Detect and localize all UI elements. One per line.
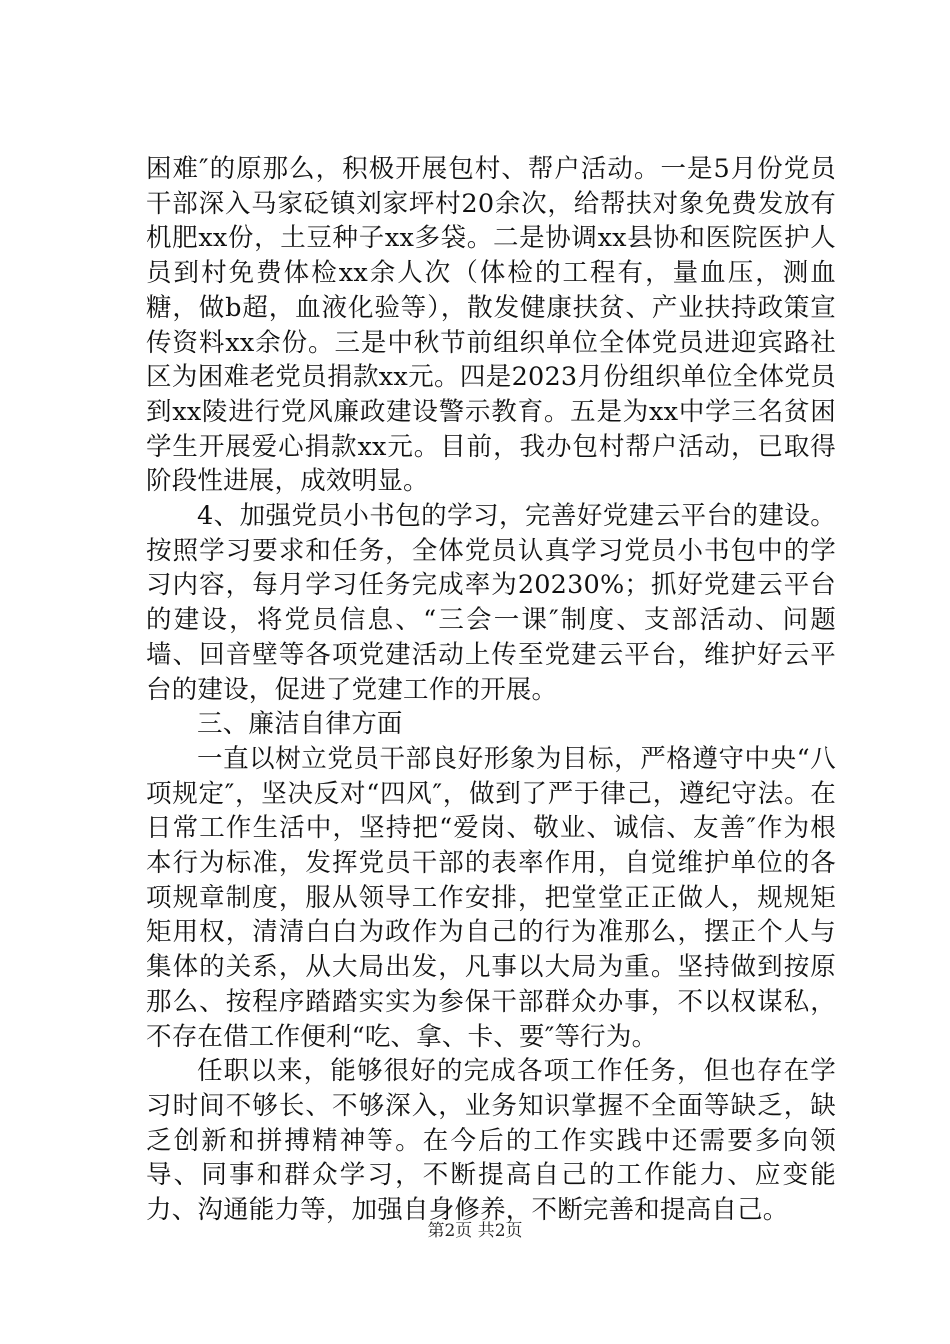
document-body <box>146 152 836 1228</box>
page-number-footer: 第2页 共2页 <box>427 1221 523 1241</box>
paragraph-summary: 任职以来，能够很好的完成各项工作任务，但也存在学习时间不够长、不够深入，业务知识掌握不全面等缺乏，缺乏创新和拼搏精神等。在今后的工作实践中还需要多向领导、同事和群众学习，不断提高自己的工作能力、应变能力、沟通能力等，加强自身修养，不断完善和提高自己。 <box>146 1056 836 1226</box>
paragraph-self-discipline: 一直以树立党员干部良好形象为目标，严格遵守中央“八项规定″，坚决反对“四风″，做到了严于律己，遵纪守法。在日常工作生活中，坚持把“爱岗、敬业、诚信、友善″作为根本行为标准，发挥党员干部的表率作用，自觉维护单位的各项规章制度，服从领导工作安排，把堂堂正正做人，规规矩矩用权，清清白白为政作为自己的行为准那么，摆正个人与集体的关系，从大局出发，凡事以大局为重。坚持做到按原那么、按程序踏踏实实为参保干部群众办事，不以权谋私，不存在借工作便利“吃、拿、卡、要″等行为。 <box>146 743 836 1052</box>
paragraph-poverty-assistance: 困难″的原那么，积极开展包村、帮户活动。一是5月份党员干部深入马家砭镇刘家坪村20余次，给帮扶对象免费发放有机肥xx份，土豆种子xx多袋。二是协调xx县协和医院医护人员到村免费体检xx余人次（体检的工程有，量血压，测血糖，做b超，血液化验等），散发健康扶贫、产业扶持政策宣传资料xx余份。三是中秋节前组织单位全体党员进迎宾路社区为困难老党员捐款xx元。四是2023月份组织单位全体党员到xx陵进行党风廉政建设警示教育。五是为xx中学三名贫困学生开展爱心捐款xx元。目前，我办包村帮户活动，已取得阶段性进展，成效明显。 <box>146 154 836 497</box>
section-heading-integrity: 三、廉洁自律方面 <box>197 709 403 740</box>
paragraph-party-study: 4、加强党员小书包的学习，完善好党建云平台的建设。按照学习要求和任务，全体党员认真学习党员小书包中的学习内容，每月学习任务完成率为20230%；抓好党建云平台的建设，将党员信息、“三会一课″制度、支部活动、问题墙、回音壁等各项党建活动上传至党建云平台，维护好云平台的建设，促进了党建工作的开展。 <box>146 501 836 705</box>
